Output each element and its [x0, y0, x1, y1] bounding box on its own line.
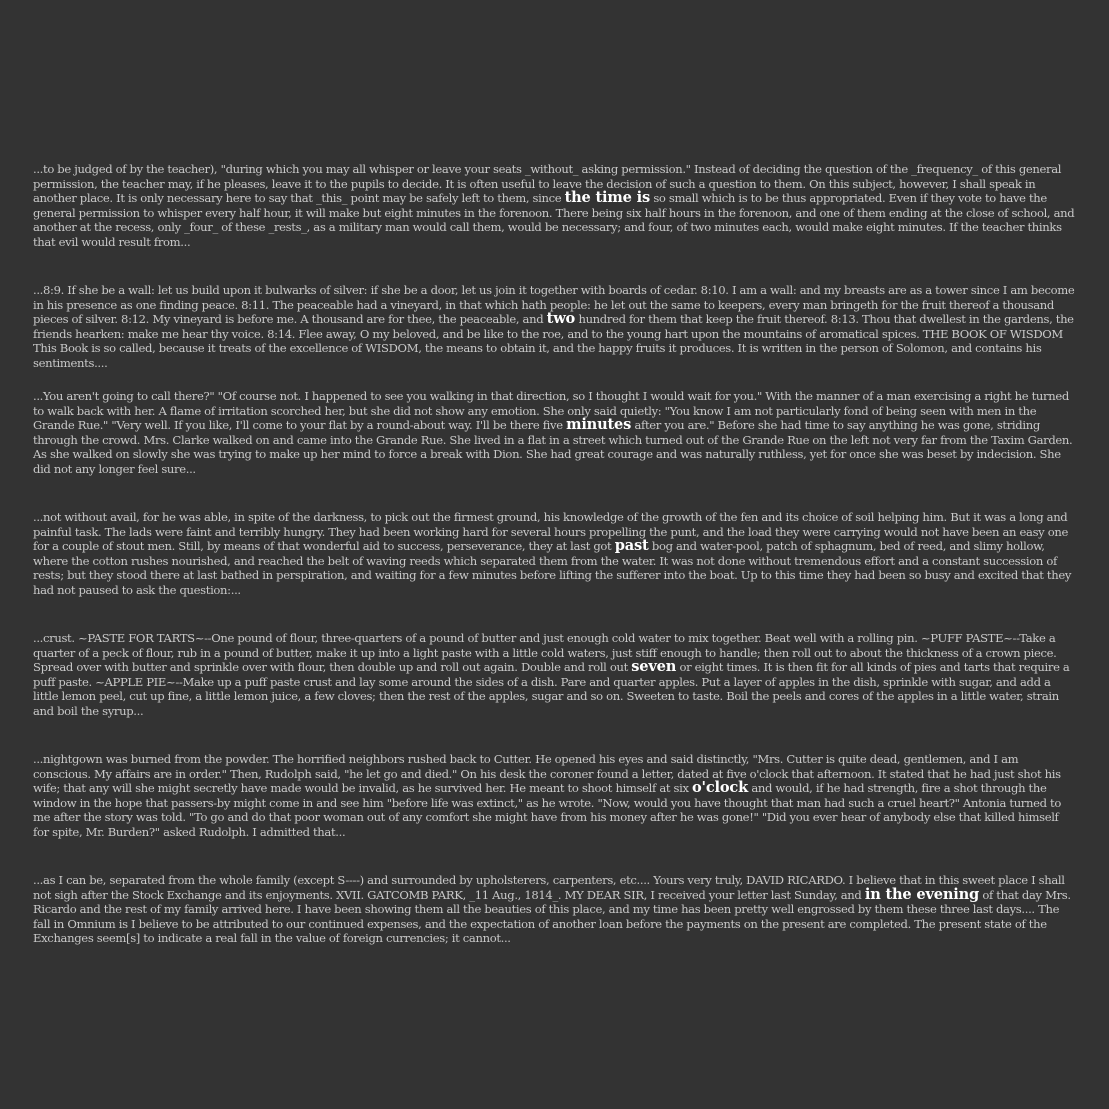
- passage-cutter: [33, 752, 1076, 840]
- passage-text-after: after you are." Before she had time to say anything he was gone, striding through the crowd. Mrs. Clarke walked on and came into the Grande Rue. She lived in a flat in a street which turned out of the Grande Rue on the left not very far from the Taxim Garden. As she walked on slowly she was trying to make up her mind to force a break with Dion. She had great courage and was naturally ruthless, yet for once she was beset by indecision. She did not any longer feel sure...: [33, 418, 1073, 476]
- passage-text-before: ...8:9. If she be a wall: let us build upon it bulwarks of silver: if she be a door, let us join it together with boards of cedar. 8:10. I am a wall: and my breasts are as a tower since I am become in his presence as one finding peace. 8:11. The peaceable had a vineyard, in that which hath people: he let out the same to keepers, every man bringeth for the fruit thereof a thousand pieces of silver. 8:12. My vineyard is before me. A thousand are for thee, the peaceable, and: [33, 283, 1075, 327]
- highlighted-phrase: minutes: [566, 416, 632, 434]
- passage-text-before: ...nightgown was burned from the powder. The horrified neighbors rushed back to Cutter. He opened his eyes and said distinctly, "Mrs. Cutter is quite dead, gentlemen, and I am conscious. My affairs are in order." Then, Rudolph said, "he let go and died." On his desk the coroner found a letter, dated at five o'clock that afternoon. It stated that he had just shot his wife; that any will she might secretly have made would be invalid, as he survived her. He meant to shoot himself at six: [33, 752, 1061, 796]
- passage-recipes: [33, 631, 1076, 719]
- passage-text-after: of that day Mrs. Ricardo and the rest of my family arrived here. I have been showing them all the beauties of this place, and my time has been pretty well engrossed by them these three last days.... The fall in Omnium is I believe to be attributed to our continued expenses, and the expectation of another loan before the payments on the present are completed. The present state of the Exchanges seem[s] to indicate a real fall in the value of foreign currencies; it cannot...: [33, 887, 1071, 946]
- passage-text-before: ...You aren't going to call there?" "Of course not. I happened to see you walking in that direction, so I thought I would wait for you." With the manner of a man exercising a right he turned to walk back with her. A flame of irritation scorched her, but she did not show any emotion. She only said quietly: "You know I am not particularly fond of being seen with men in the Grande Rue." "Very well. If you like, I'll come to your flat by a round-about way. I'll be there five: [33, 389, 1069, 433]
- highlighted-phrase: seven: [631, 658, 677, 676]
- highlighted-phrase: two: [546, 310, 576, 328]
- passage-text-before: ...as I can be, separated from the whole family (except S----) and surrounded by upholsterers, carpenters, etc.... Yours very truly, DAVID RICARDO. I believe that in this sweet place I shall not sigh after the Stock Exchange and its enjoyments. XVII. GATCOMB PARK, _11 Aug., 1814_. MY DEAR SIR, I received your letter last Sunday, and: [33, 873, 1065, 902]
- passage-text-before: ...crust. ~PASTE FOR TARTS~--One pound of flour, three-quarters of a pound of butter and just enough cold water to mix together. Beat well with a rolling pin. ~PUFF PASTE~--Take a quarter of a peck of flour, rub in a pound of butter, make it up into a light paste with a little cold waters, just stiff enough to handle; then roll out to about the thickness of a crown piece. Spread over with butter and sprinkle over with flour, then double up and roll out again. Double and roll out: [33, 631, 1057, 675]
- highlighted-phrase: in the evening: [864, 885, 980, 903]
- passage-fen: [33, 510, 1076, 598]
- passage-text-after: hundred for them that keep the fruit thereof. 8:13. Thou that dwellest in the gardens, the friends hearken: make me hear thy voice. 8:14. Flee away, O my beloved, and be like to the roe, and to the young hart upon the mountains of aromatical spices. THE BOOK OF WISDOM This Book is so called, because it treats of the excellence of WISDOM, the means to obtain it, and the happy fruits it produces. It is written in the person of Solomon, and contains his sentiments....: [33, 312, 1074, 370]
- passage-text-after: bog and water-pool, patch of sphagnum, bed of reed, and slimy hollow, where the cotton rushes nourished, and reached the belt of waving reeds which separated them from the water. It was not done without tremendous effort and a constant succession of rests; but they stood there at last bathed in perspiration, and waiting for a few minutes before lifting the sufferer into the boat. Up to this time they had been so busy and excited that they had not paused to ask the question:...: [33, 539, 1072, 597]
- passage-ricardo-letter: [33, 873, 1076, 946]
- passage-text-before: ...to be judged of by the teacher), "during which you may all whisper or leave your seats _without_ asking permission." Instead of deciding the question of the _frequency_ of this general permission, the teacher may, if he pleases, leave it to the pupils to decide. It is often useful to leave the decision of such a question to them. On this subject, however, I shall speak in another place. It is only necessary here to say that _this_ point may be safely left to them, since: [33, 162, 1062, 206]
- passage-text-before: ...not without avail, for he was able, in spite of the darkness, to pick out the firmest ground, his knowledge of the growth of the fen and its choice of soil helping him. But it was a long and painful task. The lads were faint and terribly hungry. They had been working hard for several hours propelling the punt, and the load they were carrying would not have been an easy one for a couple of stout men. Still, by means of that wonderful aid to success, perseverance, they at last got: [33, 510, 1068, 554]
- passage-text-after: or eight times. It is then fit for all kinds of pies and tarts that require a puff paste. ~APPLE PIE~--Make up a puff paste crust and lay some around the sides of a dish. Pare and quarter apples. Put a layer of apples in the dish, sprinkle with sugar, and add a little lemon peel, cut up fine, a little lemon juice, a few cloves; then the rest of the apples, sugar and so on. Sweeten to taste. Boil the peels and cores of the apples in a little water, strain and boil the syrup...: [33, 660, 1070, 718]
- highlighted-phrase: past: [614, 537, 649, 555]
- passage-teacher: [33, 162, 1076, 250]
- passage-song-of-songs: [33, 283, 1076, 371]
- passage-text-after: so small which is to be thus appropriated. Even if they vote to have the general permission to whisper every half hour, it will make but eight minutes in the forenoon. There being six half hours in the forenoon, and one of them ending at the close of school, and another at the recess, only _four_ of these _rests_, as a military man would call them, would be necessary; and four, of two minutes each, would make eight minutes. If the teacher thinks that evil would result from...: [33, 191, 1075, 249]
- highlighted-phrase: o'clock: [692, 779, 748, 797]
- passage-text-after: and would, if he had strength, fire a shot through the window in the hope that passers-by might come in and see him "before life was extinct," as he wrote. "Now, would you have thought that man had such a cruel heart?" Antonia turned to me after the story was told. "To go and do that poor woman out of any comfort she might have from his money after he was gone!" "Did you ever hear of anybody else that killed himself for spite, Mr. Burden?" asked Rudolph. I admitted that...: [33, 781, 1061, 839]
- passage-grande-rue: [33, 389, 1076, 477]
- highlighted-phrase: the time is: [564, 189, 650, 207]
